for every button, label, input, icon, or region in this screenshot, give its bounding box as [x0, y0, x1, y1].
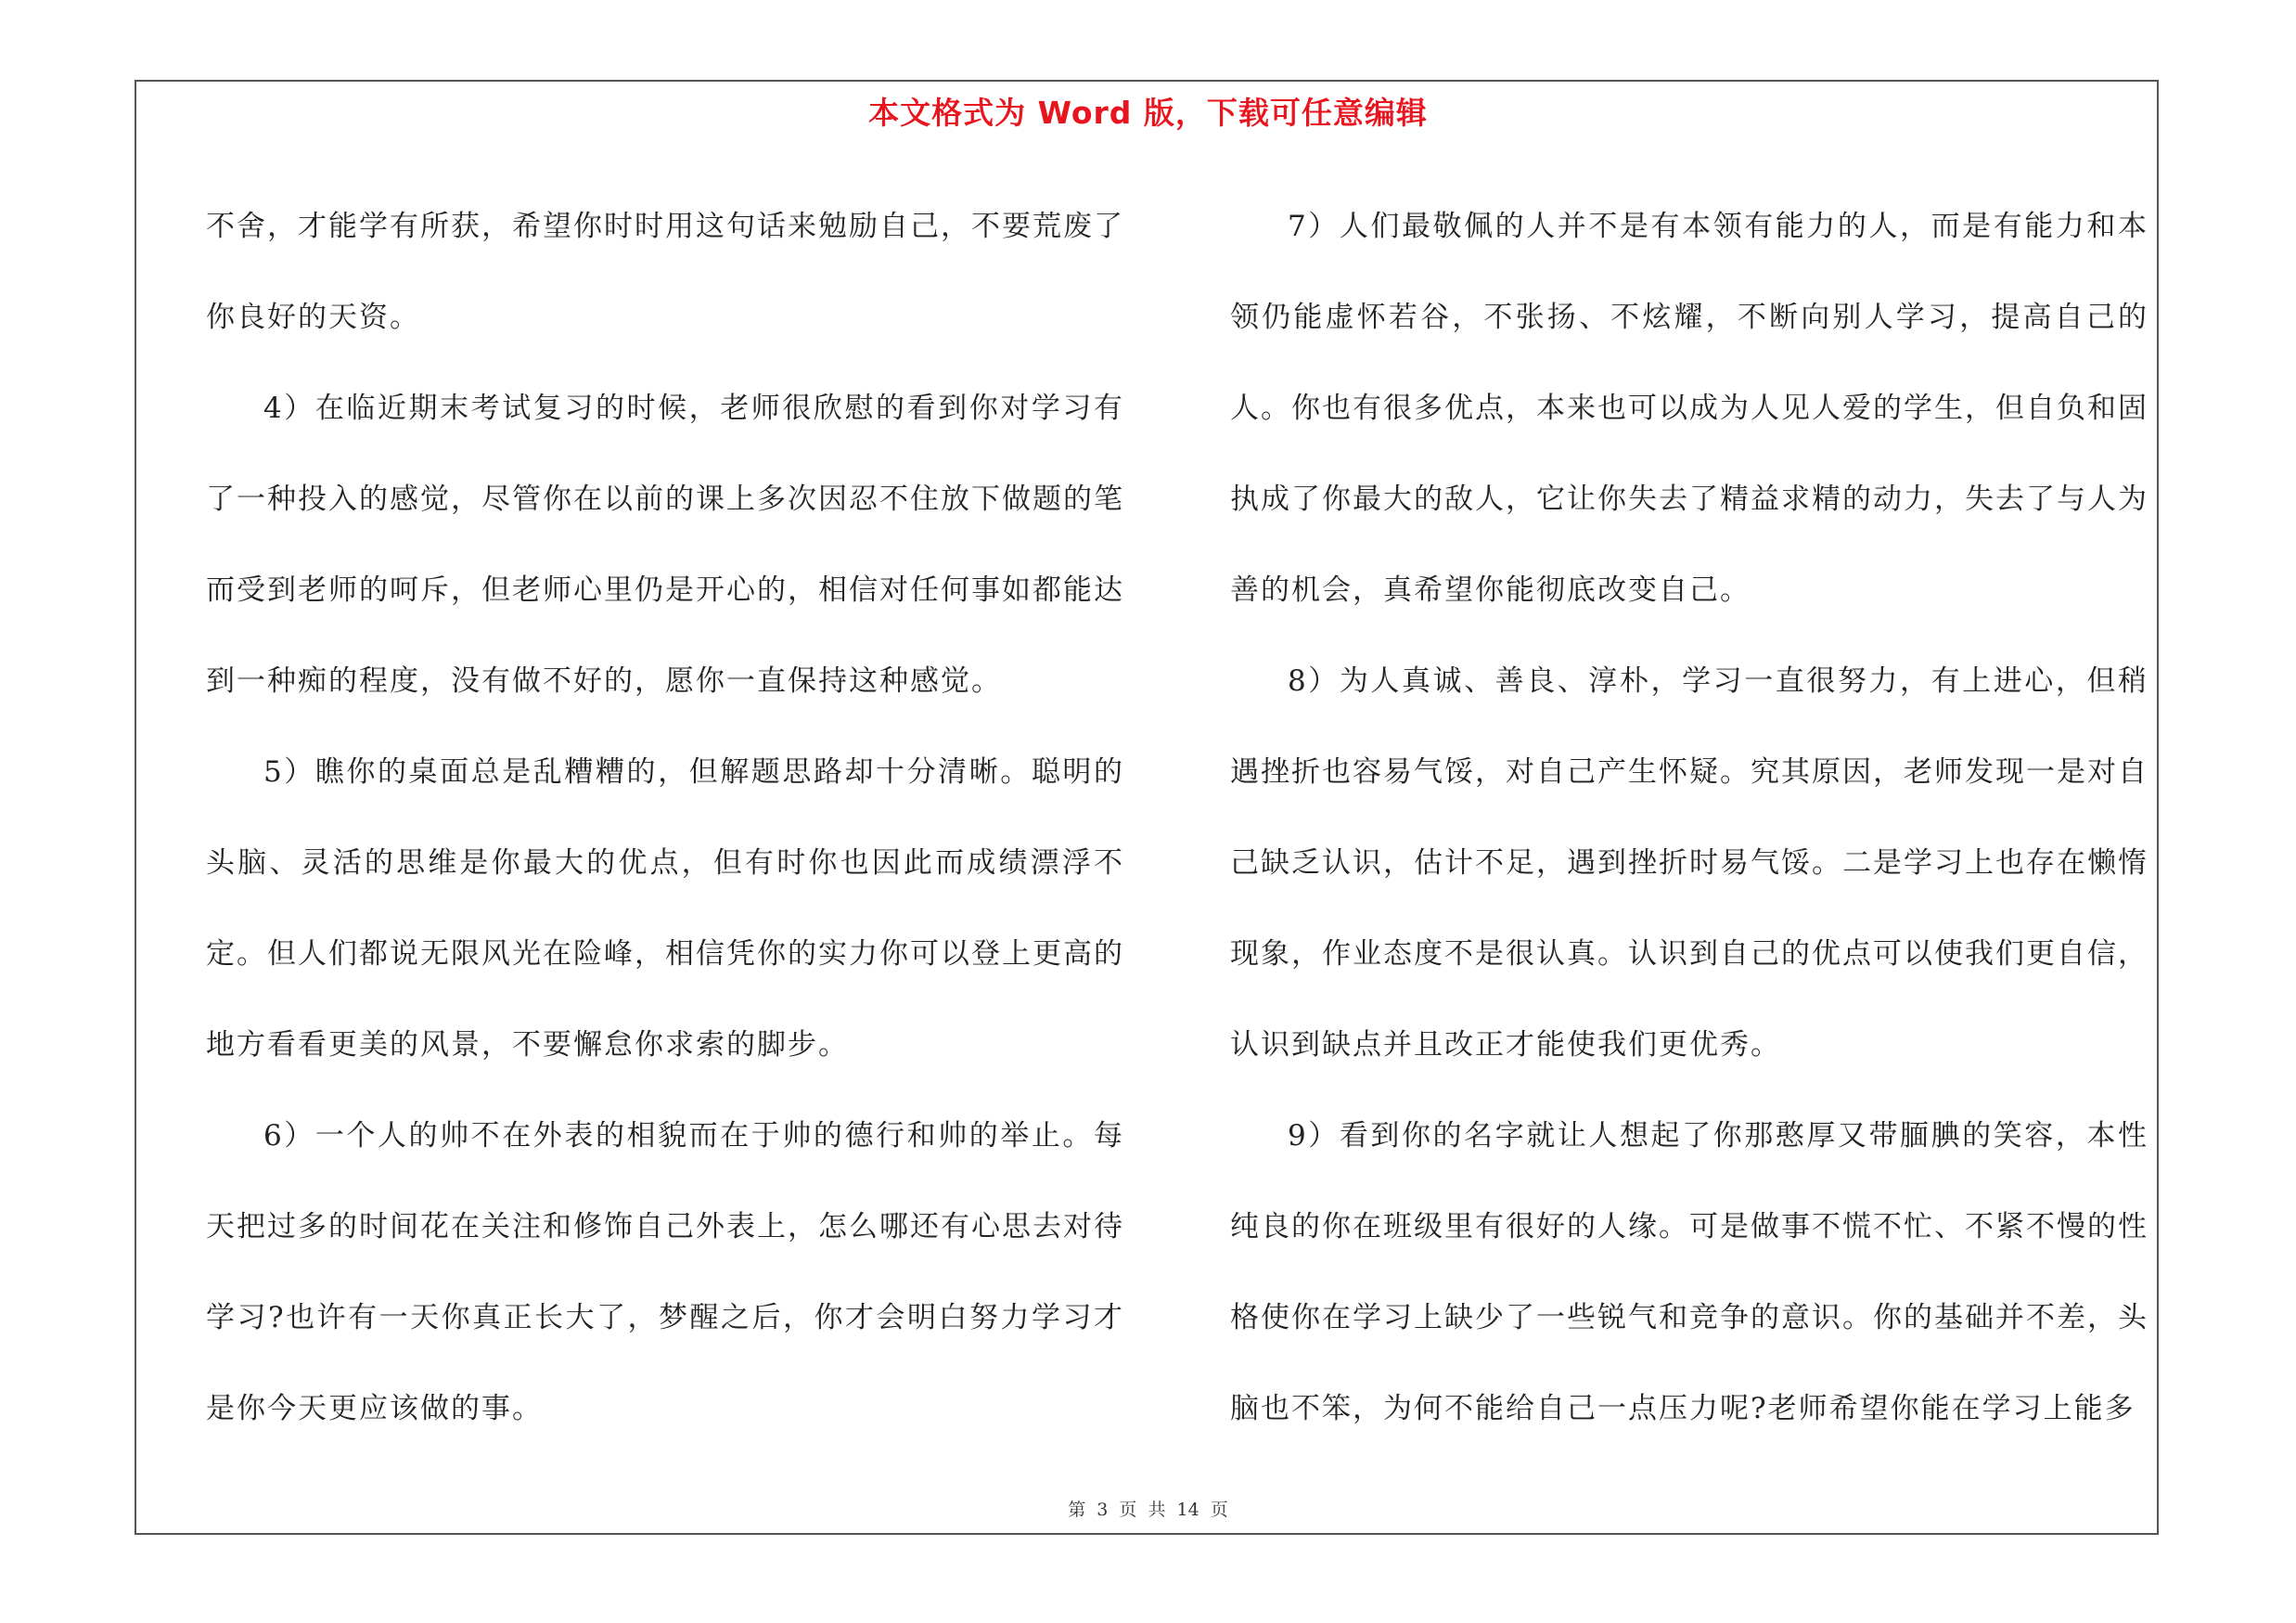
right-column [1230, 181, 2148, 1454]
paragraph: 8）为人真诚、善良、淳朴，学习一直很努力，有上进心，但稍遇挫折也容易气馁，对自己产生怀疑。究其原因，老师发现一是对自己缺乏认识，估计不足，遇到挫折时易气馁。二是学习上也存在懒惰现象，作业态度不是很认真。认识到自己的优点可以使我们更自信，认识到缺点并且改正才能使我们更优秀。 [1230, 664, 2148, 1062]
paragraph: 9）看到你的名字就让人想起了你那憨厚又带腼腆的笑容，本性纯良的你在班级里有很好的人缘。可是做事不慌不忙、不紧不慢的性格使你在学习上缺少了一些锐气和竞争的意识。你的基础并不差，头脑也不笨，为何不能给自己一点压力呢?老师希望你能在学习上能多 [1230, 1119, 2148, 1425]
page-number-footer [0, 1496, 2296, 1521]
format-banner: 本文格式为 Word 版，下载可任意编辑 [868, 95, 1428, 131]
paragraph: 5）瞧你的桌面总是乱糟糟的，但解题思路却十分清晰。聪明的头脑、灵活的思维是你最大的优点，但有时你也因此而成绩漂浮不定。但人们都说无限风光在险峰，相信凭你的实力你可以登上更高的地方看看更美的风景，不要懈怠你求索的脚步。 [206, 755, 1124, 1062]
footer-label-total: 共 [1148, 1500, 1166, 1520]
paragraph: 7）人们最敬佩的人并不是有本领有能力的人，而是有能力和本领仍能虚怀若谷，不张扬、不炫耀，不断向别人学习，提高自己的人。你也有很多优点，本来也可以成为人见人爱的学生，但自负和固执成了你最大的敌人，它让你失去了精益求精的动力，失去了与人为善的机会，真希望你能彻底改变自己。 [1230, 210, 2148, 607]
footer-current-page: 3 [1097, 1500, 1109, 1520]
paragraph: 不舍，才能学有所获，希望你时时用这句话来勉励自己，不要荒废了你良好的天资。 [206, 210, 1124, 334]
left-column [206, 181, 1124, 1454]
paragraph: 4）在临近期末考试复习的时候，老师很欣慰的看到你对学习有了一种投入的感觉，尽管你在以前的课上多次因忍不住放下做题的笔而受到老师的呵斥，但老师心里仍是开心的，相信对任何事如都能达到一种痴的程度，没有做不好的，愿你一直保持这种感觉。 [206, 392, 1124, 698]
footer-label-unit: 页 [1210, 1500, 1228, 1520]
footer-total-pages: 14 [1176, 1500, 1199, 1520]
footer-label-page: 第 [1068, 1500, 1086, 1520]
footer-label-unit: 页 [1119, 1500, 1137, 1520]
paragraph: 6）一个人的帅不在外表的相貌而在于帅的德行和帅的举止。每天把过多的时间花在关注和修饰自己外表上，怎么哪还有心思去对待学习?也许有一天你真正长大了，梦醒之后，你才会明白努力学习才是你今天更应该做的事。 [206, 1119, 1124, 1425]
